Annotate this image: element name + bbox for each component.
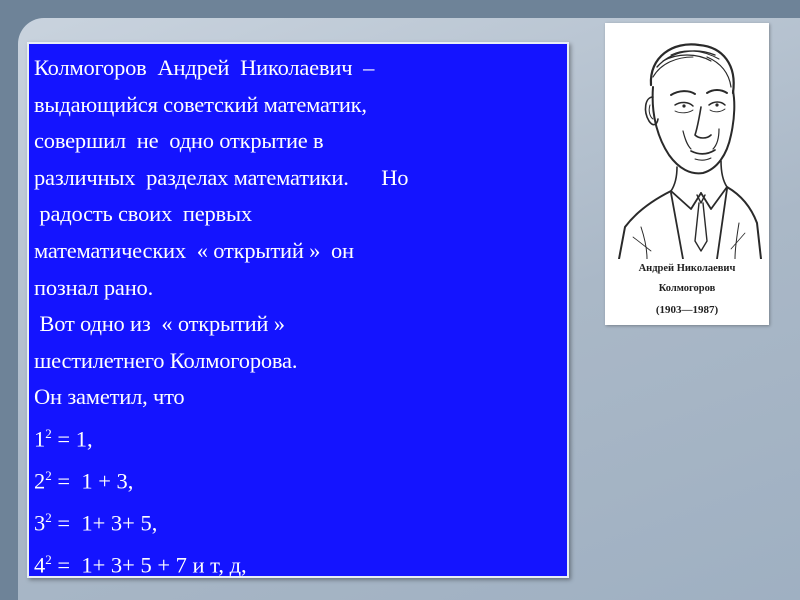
main-text bbox=[34, 50, 574, 584]
text-line-4: различных разделах математики. Но bbox=[34, 164, 409, 190]
equation-1 bbox=[34, 416, 574, 458]
equation-3 bbox=[34, 500, 574, 542]
text-line-1: Колмогоров Андрей Николаевич – bbox=[34, 55, 375, 80]
text-line-7: познал рано. bbox=[34, 274, 154, 300]
text-line-5: радость своих первых bbox=[34, 201, 252, 227]
equation-base: 1 bbox=[34, 426, 46, 452]
equation-exponent: 2 bbox=[45, 468, 52, 484]
equation-4 bbox=[34, 542, 574, 584]
equation-exponent: 2 bbox=[45, 510, 52, 526]
equation-rest: = 1+ 3+ 5, bbox=[51, 510, 158, 536]
text-line-3: совершил не одно открытие в bbox=[34, 128, 324, 154]
text-line-9: шестилетнего Колмогорова. bbox=[34, 347, 298, 373]
portrait-caption-surname: Колмогоров bbox=[658, 283, 716, 294]
equation-rest: = 1 + 3, bbox=[51, 468, 134, 494]
equation-base: 2 bbox=[34, 468, 46, 494]
portrait-caption-years: (1903—1987) bbox=[655, 304, 719, 316]
text-line-6: математических « открытий » он bbox=[34, 237, 354, 263]
equation-base: 4 bbox=[34, 552, 46, 578]
equation-rest: = 1, bbox=[51, 426, 93, 452]
equation-exponent: 2 bbox=[45, 425, 52, 441]
equation-base: 3 bbox=[34, 510, 46, 536]
portrait-card bbox=[605, 23, 769, 325]
portrait-drawing bbox=[611, 27, 763, 259]
text-line-8: Вот одно из « открытий » bbox=[34, 311, 285, 337]
portrait-caption-name: Андрей Николаевич bbox=[638, 263, 736, 274]
equation-rest: = 1+ 3+ 5 + 7 и т, д, bbox=[51, 552, 247, 578]
text-line-2: выдающийся советский математик, bbox=[34, 91, 367, 117]
text-line-10: Он заметил, что bbox=[34, 384, 185, 410]
equation-2 bbox=[34, 458, 574, 500]
equation-exponent: 2 bbox=[45, 552, 52, 568]
